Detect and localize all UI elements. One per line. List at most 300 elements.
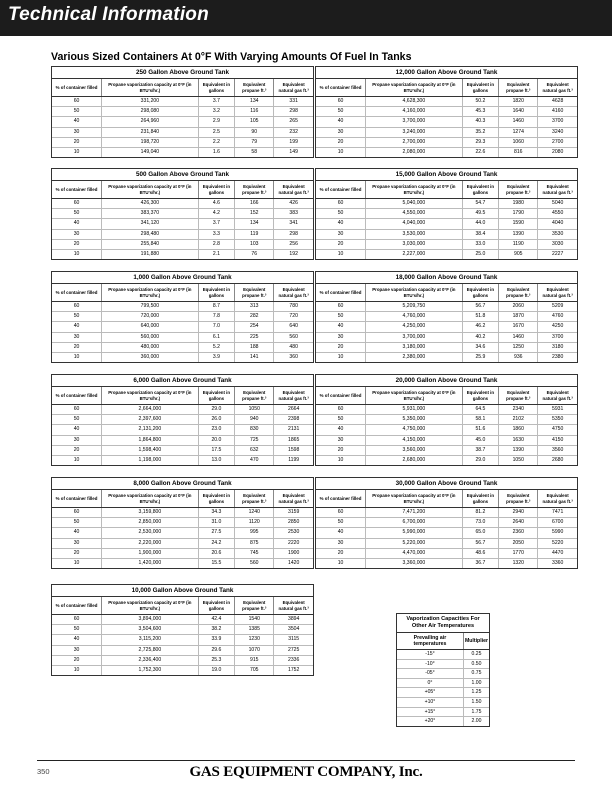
table-cell: 6700 [538,518,577,528]
table-row [316,528,577,538]
table-cell: 38.4 [462,229,499,239]
table-cell: 2340 [499,405,538,415]
column-header: Equivalent in gallons [198,284,235,302]
table-cell: 1.6 [198,147,235,157]
table-cell: 1,864,800 [102,435,199,445]
table-cell: 2700 [538,137,577,147]
table-cell: 10 [52,455,102,465]
table-row [316,425,577,435]
table-row [397,669,489,679]
table-cell: 5,350,000 [366,415,463,425]
table-cell: 152 [235,209,274,219]
table-cell: 4.2 [198,209,235,219]
table-cell: 2,725,800 [102,645,199,655]
table-row [316,322,577,332]
table-row [316,137,577,147]
tank-table [51,168,314,260]
column-header: % of container filled [316,181,366,199]
column-header: Equivalent propane ft.³ [235,387,274,405]
table-cell: 4,628,300 [366,97,463,107]
table-cell: 50.2 [462,97,499,107]
table-cell: 725 [235,435,274,445]
column-header: Equivalent in gallons [198,181,235,199]
table-row [316,435,577,445]
table-row [397,650,489,660]
table-cell: 105 [235,117,274,127]
table-cell: 3,894,000 [102,615,199,625]
table-cell: 254 [235,322,274,332]
table-cell: 3.9 [198,352,235,362]
table-row [52,117,313,127]
table-row [316,229,577,239]
table-row [52,455,313,465]
table-row [52,615,313,625]
table-cell: 2360 [499,528,538,538]
column-header: Propane vaporization capacity at 0°F (in BTU's/hr.) [102,79,199,97]
table-cell: 13.0 [198,455,235,465]
table-cell: 0.25 [463,650,489,660]
section-subtitle: Various Sized Containers At 0°F With Varying Amounts Of Fuel In Tanks [51,51,412,63]
table-cell: 60 [316,97,366,107]
column-header: Equivalent propane ft.³ [499,181,538,199]
table-cell: 1250 [499,342,538,352]
table-cell: 30 [52,127,102,137]
table-cell: 560 [235,558,274,568]
table-cell: 1900 [274,548,313,558]
table-row [52,342,313,352]
table-cell: 231,840 [102,127,199,137]
table-cell: 3,159,800 [102,508,199,518]
table-cell: 25.0 [462,249,499,259]
table-cell: 560,000 [102,332,199,342]
column-header: Propane vaporization capacity at 0°F (in BTU's/hr.) [366,181,463,199]
table-cell: 264,960 [102,117,199,127]
column-header: Equivalent in gallons [198,490,235,508]
column-header: % of container filled [52,597,102,615]
table-row [397,707,489,717]
table-cell: 30 [52,332,102,342]
table-cell: 79 [235,137,274,147]
table-cell: 2,530,000 [102,528,199,538]
table-cell: 2,336,400 [102,655,199,665]
table-cell: 4550 [538,209,577,219]
table-cell: 4.6 [198,199,235,209]
table-cell: 40 [316,425,366,435]
table-cell: 2220 [274,538,313,548]
table-cell: 50 [52,107,102,117]
table-cell: 6.1 [198,332,235,342]
table-cell: 58 [235,147,274,157]
table-cell: 149 [289,149,298,156]
column-header: Equivalent propane ft.³ [235,490,274,508]
table-cell: 90 [235,127,274,137]
table-cell: +10° [397,697,463,707]
table-cell: 46.2 [462,322,499,332]
table-row [52,97,313,107]
table-cell: 1,198,000 [102,455,199,465]
column-header: Equivalent propane ft.³ [235,79,274,97]
column-header: Propane vaporization capacity at 0°F (in BTU's/hr.) [102,387,199,405]
table-row [52,445,313,455]
table-row [52,127,313,137]
table-cell: 60 [316,199,366,209]
table-cell: 2,380,000 [366,352,463,362]
table-cell: 38.2 [198,625,235,635]
table-row [52,538,313,548]
table-row [52,518,313,528]
table-cell: 60 [316,508,366,518]
table-cell: 20 [52,137,102,147]
table-cell: 36.7 [462,558,499,568]
table-cell: 20.0 [198,435,235,445]
table-cell: 50 [316,518,366,528]
column-header: Equivalent natural gas ft.³ [274,597,313,615]
table-cell: 3.7 [198,219,235,229]
tank-table [315,168,578,260]
table-cell: 40 [316,528,366,538]
table-row [316,209,577,219]
table-cell: 3,560,000 [366,445,463,455]
vaporization-header-temp: Prevailing air temperatures [397,633,463,650]
table-cell: 40 [316,219,366,229]
table-cell: 58.1 [462,415,499,425]
table-cell: 2380 [551,354,564,361]
tank-title: 15,000 Gallon Above Ground Tank [316,169,577,181]
footer-divider [37,760,575,761]
tank-title: 10,000 Gallon Above Ground Tank [52,585,313,597]
table-cell: 60 [52,615,102,625]
column-header: Equivalent natural gas ft.³ [538,284,577,302]
table-cell: 720 [274,312,313,322]
tank-title: 6,000 Gallon Above Ground Tank [52,375,313,387]
table-cell: 830 [235,425,274,435]
table-cell: 298,080 [102,107,199,117]
table-cell: 1640 [499,107,538,117]
table-cell: 1770 [499,548,538,558]
table-cell: 19.0 [198,665,235,675]
table-cell: 5,040,000 [366,199,463,209]
table-cell: 298 [274,229,313,239]
table-cell: 5931 [538,405,577,415]
table-cell: 383,370 [102,209,199,219]
table-cell: 2640 [499,518,538,528]
column-header: Equivalent propane ft.³ [499,79,538,97]
table-cell: 1230 [235,635,274,645]
table-cell: 4628 [538,97,577,107]
table-cell: 10 [52,147,102,157]
table-cell: 29.0 [462,455,499,465]
table-cell: 3,700,000 [366,117,463,127]
table-cell: 4,160,000 [366,107,463,117]
table-row [52,137,313,147]
table-cell: 10 [316,249,366,259]
table-cell: 1752 [287,667,300,674]
table-row [316,352,577,362]
table-cell: 76 [235,249,274,259]
table-cell: 341,120 [102,219,199,229]
table-cell: 480,000 [102,342,199,352]
column-header: % of container filled [52,181,102,199]
table-cell: 2102 [499,415,538,425]
column-header: Equivalent in gallons [198,387,235,405]
table-cell: 3,360,000 [366,558,463,568]
table-cell: 49.5 [462,209,499,219]
table-cell: 30 [316,538,366,548]
table-cell: 2.9 [198,117,235,127]
table-cell: 23.0 [198,425,235,435]
table-cell: 60 [316,302,366,312]
table-cell: 51.8 [462,312,499,322]
table-cell: 8.7 [198,302,235,312]
table-cell: 5,220,000 [366,538,463,548]
table-cell: 40 [52,322,102,332]
table-cell: 20 [52,548,102,558]
table-cell: 780 [274,302,313,312]
page-header [0,0,612,36]
table-row [52,645,313,655]
tank-table [51,374,314,466]
table-row [52,209,313,219]
table-cell: 30 [52,645,102,655]
column-header: Propane vaporization capacity at 0°F (in BTU's/hr.) [366,79,463,97]
table-cell: 1320 [499,558,538,568]
table-cell: 2.5 [198,127,235,137]
column-header: Equivalent natural gas ft.³ [538,79,577,97]
table-cell: 2131 [274,425,313,435]
table-cell: 50 [316,107,366,117]
table-cell: 1385 [235,625,274,635]
table-cell: 50 [52,415,102,425]
table-cell: 20.6 [198,548,235,558]
table-cell: 2664 [274,405,313,415]
table-row [52,249,313,259]
table-cell: 7,471,200 [366,508,463,518]
table-row [52,508,313,518]
table-cell: 1,900,000 [102,548,199,558]
table-cell: 3,115,200 [102,635,199,645]
table-cell: 2.2 [198,137,235,147]
table-cell: 640 [274,322,313,332]
table-cell: +05° [397,688,463,698]
table-cell: 7.8 [198,312,235,322]
table-cell: 2940 [499,508,538,518]
table-cell: 3,504,600 [102,625,199,635]
table-cell: 20 [52,239,102,249]
table-cell: 3,180,000 [366,342,463,352]
table-cell: 4160 [538,107,577,117]
table-cell: 10 [52,352,102,362]
table-cell: 25.3 [198,655,235,665]
table-cell: 1050 [499,455,538,465]
table-cell: 4,550,000 [366,209,463,219]
table-cell: 2725 [274,645,313,655]
table-cell: 35.2 [462,127,499,137]
table-cell: 2336 [274,655,313,665]
tank-table [51,477,314,569]
table-cell: 1460 [499,117,538,127]
tank-table [51,66,314,158]
table-cell: 4,150,000 [366,435,463,445]
table-cell: 5,209,750 [366,302,463,312]
table-row [316,518,577,528]
table-cell: 360 [289,354,298,361]
table-row [52,302,313,312]
tank-table [51,271,314,363]
table-cell: 480 [274,342,313,352]
table-cell: 426 [274,199,313,209]
table-cell: 1199 [288,457,300,464]
tank-table [315,271,578,363]
table-cell: 705 [235,665,274,675]
table-cell: 119 [235,229,274,239]
table-cell: 60 [316,405,366,415]
table-cell: 1.75 [463,707,489,717]
tank-table [315,477,578,569]
table-cell: 1630 [499,435,538,445]
table-cell: 50 [52,518,102,528]
table-cell: 1590 [499,219,538,229]
table-cell: 192 [289,251,298,258]
table-cell: 4150 [538,435,577,445]
page-title: Technical Information [8,4,209,25]
table-row [52,625,313,635]
table-cell: 30 [52,435,102,445]
table-row [316,219,577,229]
table-cell: 2,080,000 [366,147,463,157]
table-cell: +15° [397,707,463,717]
table-cell: 4040 [538,219,577,229]
table-cell: 3240 [538,127,577,137]
table-row [52,107,313,117]
table-cell: 2,850,000 [102,518,199,528]
table-cell: 2.8 [198,239,235,249]
table-cell: 45.3 [462,107,499,117]
table-cell: 10 [316,455,366,465]
table-cell: 1060 [499,137,538,147]
column-header: Equivalent propane ft.³ [499,284,538,302]
table-cell: 20 [316,548,366,558]
table-cell: 1390 [499,445,538,455]
table-cell: 5350 [538,415,577,425]
column-header: Equivalent in gallons [462,79,499,97]
table-cell: 20 [52,445,102,455]
table-row [316,239,577,249]
table-row [316,249,577,259]
table-cell: 5.2 [198,342,235,352]
tank-title: 1,000 Gallon Above Ground Tank [52,272,313,284]
table-cell: 60 [52,199,102,209]
table-row [316,558,577,568]
tank-title: 18,000 Gallon Above Ground Tank [316,272,577,284]
table-cell: 3.2 [198,107,235,117]
column-header: Propane vaporization capacity at 0°F (in BTU's/hr.) [366,490,463,508]
table-cell: 40 [316,322,366,332]
table-cell: 1120 [235,518,274,528]
company-name: GAS EQUIPMENT COMPANY, Inc. [189,764,423,780]
table-cell: 38.7 [462,445,499,455]
table-cell: 60 [52,405,102,415]
table-cell: 20 [316,342,366,352]
column-header: Equivalent in gallons [198,597,235,615]
table-cell: 3159 [274,508,313,518]
table-cell: 1,598,400 [102,445,199,455]
table-cell: 2,397,600 [102,415,199,425]
table-cell: 298,480 [102,229,199,239]
table-cell: 40.2 [462,332,499,342]
table-cell: -05° [397,669,463,679]
table-cell: 1.00 [463,678,489,688]
table-cell: 3504 [274,625,313,635]
table-cell: 198,720 [102,137,199,147]
table-cell: 1540 [235,615,274,625]
table-row [52,312,313,322]
table-cell: 4,470,000 [366,548,463,558]
column-header: Equivalent natural gas ft.³ [538,490,577,508]
column-header: Equivalent in gallons [198,79,235,97]
table-cell: +20° [397,717,463,726]
table-cell: 81.2 [462,508,499,518]
table-row [316,405,577,415]
table-cell: 2050 [499,538,538,548]
table-cell: 4,750,000 [366,425,463,435]
column-header: Equivalent propane ft.³ [499,490,538,508]
table-row [52,219,313,229]
table-cell: 3894 [274,615,313,625]
table-cell: 3,530,000 [366,229,463,239]
column-header: % of container filled [52,284,102,302]
column-header: Equivalent propane ft.³ [499,387,538,405]
table-cell: 42.4 [198,615,235,625]
table-cell: 936 [499,352,538,362]
table-row [52,528,313,538]
table-row [316,312,577,322]
tank-table [315,66,578,158]
table-cell: 3,030,000 [366,239,463,249]
table-cell: 40 [52,117,102,127]
table-row [52,239,313,249]
table-cell: 1865 [274,435,313,445]
table-cell: 0° [397,678,463,688]
column-header: % of container filled [52,79,102,97]
table-cell: 905 [499,249,538,259]
column-header: % of container filled [52,490,102,508]
column-header: Equivalent in gallons [462,181,499,199]
table-cell: 3700 [538,117,577,127]
table-cell: 1070 [235,645,274,655]
column-header: Propane vaporization capacity at 0°F (in BTU's/hr.) [102,490,199,508]
table-row [52,147,313,157]
table-cell: 30 [316,127,366,137]
table-cell: 1.50 [463,697,489,707]
table-cell: 34.6 [462,342,499,352]
column-header: % of container filled [316,79,366,97]
page-number: 350 [37,767,50,776]
table-cell: 1390 [499,229,538,239]
table-row [397,717,489,726]
table-cell: 313 [235,302,274,312]
table-row [316,332,577,342]
table-row [52,405,313,415]
table-cell: 29.6 [198,645,235,655]
table-cell: 1274 [499,127,538,137]
column-header: % of container filled [52,387,102,405]
column-header: Equivalent natural gas ft.³ [274,79,313,97]
table-cell: 298 [274,107,313,117]
table-cell: 2,227,000 [366,249,463,259]
column-header: Propane vaporization capacity at 0°F (in BTU's/hr.) [102,284,199,302]
table-row [52,332,313,342]
table-cell: 34.3 [198,508,235,518]
